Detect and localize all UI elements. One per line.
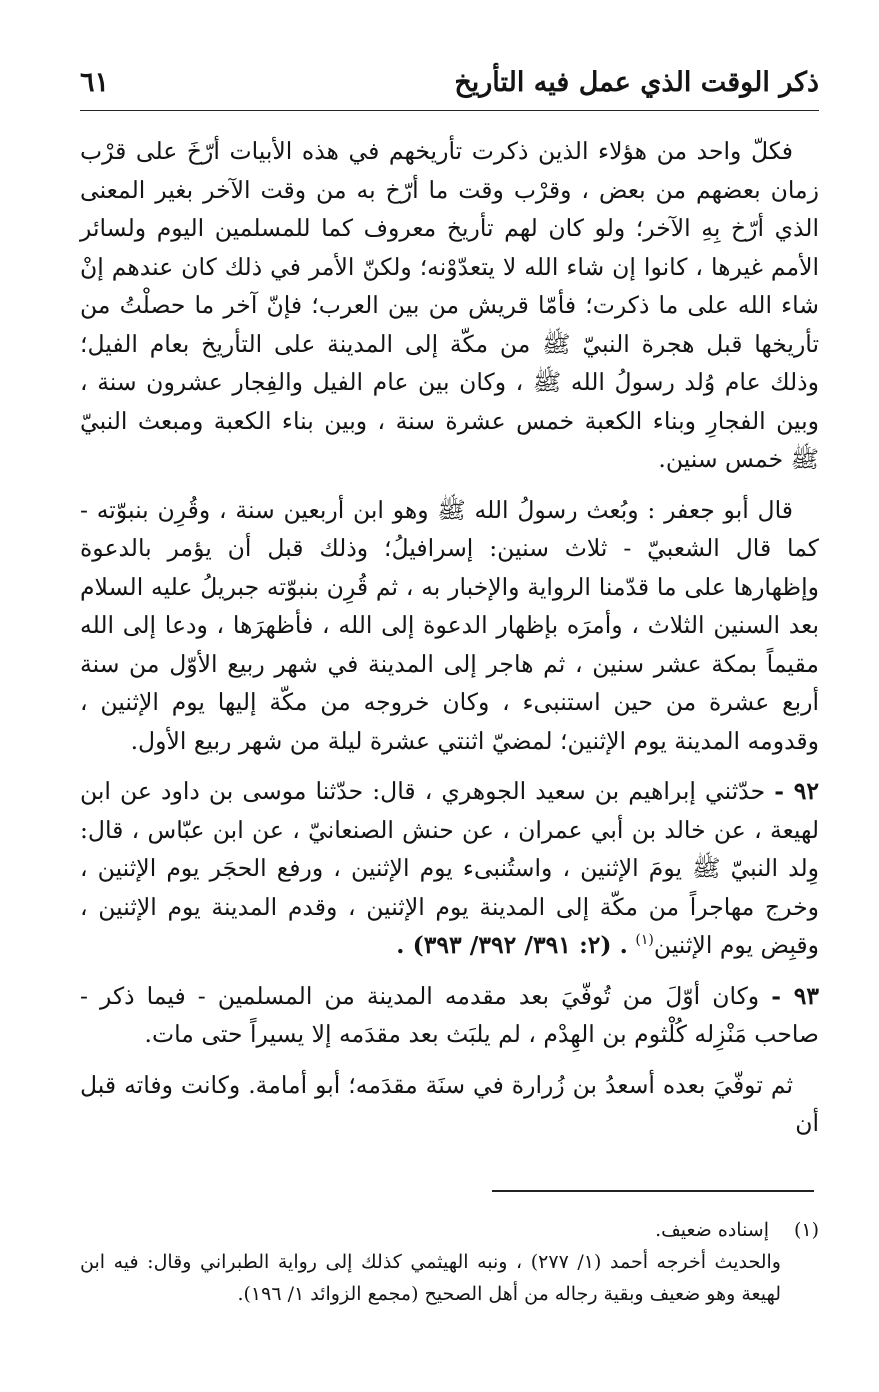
hadith-93 bbox=[80, 977, 819, 1054]
footnote-grading: إسناده ضعيف. bbox=[655, 1219, 769, 1241]
running-header bbox=[80, 62, 819, 106]
hadith-number: ٩٢ - bbox=[774, 777, 819, 805]
source-reference: . (٢: ٣٩١/ ٣٩٢/ ٣٩٣) . bbox=[396, 931, 628, 959]
footnote-reference[interactable]: (١) bbox=[635, 932, 654, 949]
footnote-marker: (١) bbox=[793, 1219, 819, 1241]
footnote-1 bbox=[80, 1214, 819, 1246]
hadith-number: ٩٣ - bbox=[771, 981, 819, 1010]
paragraph-abu-jafar: قال أبو جعفر : وبُعث رسولُ الله ﷺ وهو ابن أربعين سنة ، وقُرِن بنبوّته - كما قال الشعبيّ - ثلاث سنين: إسرافيلُ؛ وذلك قبل أن يؤمر بالدعوة وإظهارها على ما قدّمنا الرواية والإخبار به ، ثم قُرِن بنبوّته جبريلُ عليه السلام بعد السنين الثلاث ، وأمرَه بإظهار الدعوة إلى الله ، فأظهرَها ، ودعا إلى الله مقيماً بمكة عشر سنين ، ثم هاجر إلى المدينة في شهر ربيع الأوّل من سنة أربع عشرة من حين استنبىء ، وكان خروجه من مكّة إليها يوم الإثنين ، وقدومه المدينة يوم الإثنين؛ لمضيّ اثنتي عشرة ليلة من شهر ربيع الأول. bbox=[80, 495, 819, 755]
hadith-92 bbox=[80, 772, 819, 965]
footnotes bbox=[80, 1214, 819, 1310]
paragraph-dating-history: فكلّ واحد من هؤلاء الذين ذكرت تأريخهم في هذه الأبيات أرّخَ على قرْب زمان بعضهم من بعض ، وقرْب وقت ما أرّخ به من وقت الآخر بغير المعنى الذي أرّخ بِهِ الآخر؛ ولو كان لهم تأريخ معروف كما للمسلمين اليوم ولسائر الأمم غيرها ، كانوا إن شاء الله لا يتعدّوْنه؛ ولكنّ الأمر في ذلك كان عندهم إنْ شاء الله على ما ذكرت؛ فأمّا قريش من بين العرب؛ فإنّ آخر ما حصلْتُ من تأريخها قبل هجرة النبيّ ﷺ من مكّة إلى المدينة على التأريخ بعام الفيل؛ وذلك عام وُلد رسولُ الله ﷺ ، وكان بين عام الفيل والفِجار عشرون سنة ، وبين الفجارِ وبناء الكعبة خمس عشرة سنة ، وبين بناء الكعبة ومبعث النبيّ ﷺ خمس سنين. bbox=[80, 137, 819, 473]
header-divider bbox=[80, 110, 819, 111]
paragraph-asad-bin-zurara: ثم توفّيَ بعده أسعدُ بن زُرارة في سنَة مقدَمه؛ أبو أمامة. وكانت وفاته قبل أن bbox=[80, 1070, 819, 1137]
hadith-text: حدّثني إبراهيم بن سعيد الجوهري ، قال: حدّثنا موسى بن داود عن ابن لهيعة ، عن خالد بن أبي عمران ، عن حنش الصنعانيّ ، عن ابن عبّاس ، قال: وِلد النبيّ ﷺ يومَ الإثنين ، واستُنبىء يوم الإثنين ، ورفع الحجَر يوم الإثنين ، وخرج مهاجراً من مكّة إلى المدينة يوم الإثنين ، وقدم المدينة يوم الإثنين ، وقبِض يوم الإثنين bbox=[80, 777, 819, 959]
hadith-text: وكان أوّلَ من تُوفّيَ بعد مقدمه المدينة من المسلمين - فيما ذكر - صاحب مَنْزِله كُلْثوم بن الهِدْم ، لم يلبَث بعد مقدَمه إلا يسيراً حتى مات. bbox=[80, 981, 819, 1048]
main-text bbox=[80, 132, 819, 1155]
footnote-detail: والحديث أخرجه أحمد (١/ ٢٧٧) ، ونبه الهيثمي كذلك إلى رواية الطبراني وقال: فيه ابن لهيعة وهو ضعيف وبقية رجاله من أهل الصحيح (مجمع الزوائد ١/ ١٩٦). bbox=[80, 1251, 781, 1305]
page-number: ٦١ bbox=[80, 67, 110, 98]
chapter-title: ذكر الوقت الذي عمل فيه التأريخ bbox=[454, 67, 819, 98]
footnote-divider bbox=[492, 1190, 814, 1192]
